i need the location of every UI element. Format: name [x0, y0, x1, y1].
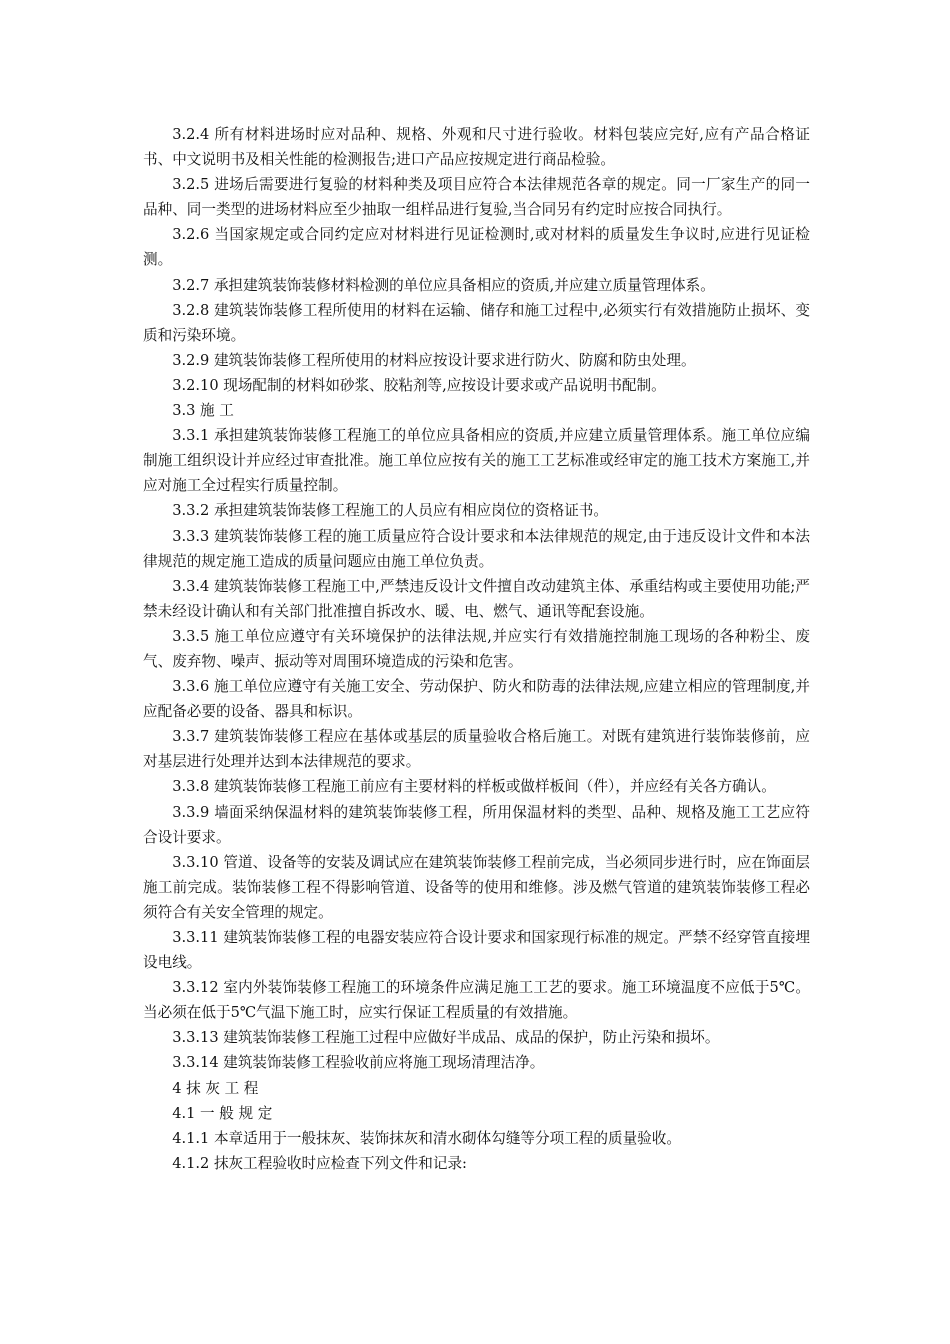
clause-3-3-3: 3.3.3 建筑装饰装修工程的施工质量应符合设计要求和本法律规范的规定,由于违反设计文件和本法律规范的规定施工造成的质量问题应由施工单位负责。 [143, 527, 810, 570]
section-heading-3-3: 3.3 施 工 [172, 402, 234, 420]
chapter-heading-4: 4 抹 灰 工 程 [172, 1079, 259, 1097]
clause-3-3-9: 3.3.9 墙面采纳保温材料的建筑装饰装修工程，所用保温材料的类型、品种、规格及施工工艺应符合设计要求。 [143, 803, 810, 846]
clause-3-3-13: 3.3.13 建筑装饰装修工程施工过程中应做好半成品、成品的保护，防止污染和损坏。 [172, 1029, 720, 1047]
clause-3-3-12: 3.3.12 室内外装饰装修工程施工的环境条件应满足施工工艺的要求。施工环境温度不应低于5℃。当必须在低于5℃气温下施工时，应实行保证工程质量的有效措施。 [143, 979, 810, 1022]
clause-4-1-1: 4.1.1 本章适用于一般抹灰、装饰抹灰和清水砌体勾缝等分项工程的质量验收。 [172, 1129, 681, 1147]
clause-3-3-5: 3.3.5 施工单位应遵守有关环境保护的法律法规,并应实行有效措施控制施工现场的各种粉尘、废气、废弃物、噪声、振动等对周围环境造成的污染和危害。 [143, 627, 810, 670]
clause-3-2-5: 3.2.5 进场后需要进行复验的材料种类及项目应符合本法律规范各章的规定。同一厂家生产的同一品种、同一类型的进场材料应至少抽取一组样品进行复验,当合同另有约定时应按合同执行。 [143, 176, 810, 219]
clause-3-3-11: 3.3.11 建筑装饰装修工程的电器安装应符合设计要求和国家现行标准的规定。严禁不经穿管直接埋设电线。 [143, 929, 810, 972]
clause-3-2-9: 3.2.9 建筑装饰装修工程所使用的材料应按设计要求进行防火、防腐和防虫处理。 [172, 351, 696, 369]
section-heading-4-1: 4.1 一 般 规 定 [172, 1104, 273, 1122]
clause-3-3-1: 3.3.1 承担建筑装饰装修工程施工的单位应具备相应的资质,并应建立质量管理体系。施工单位应编制施工组织设计并应经过审查批准。施工单位应按有关的施工工艺标准或经审定的施工技术方案施工,并应对施工全过程实行质量控制。 [143, 427, 810, 495]
clause-3-2-4: 3.2.4 所有材料进场时应对品种、规格、外观和尺寸进行验收。材料包装应完好,应有产品合格证书、中文说明书及相关性能的检测报告;进口产品应按规定进行商品检验。 [143, 126, 810, 169]
clause-3-3-7: 3.3.7 建筑装饰装修工程应在基体或基层的质量验收合格后施工。对既有建筑进行装饰装修前，应对基层进行处理并达到本法律规范的要求。 [143, 728, 810, 771]
clause-3-2-7: 3.2.7 承担建筑装饰装修材料检测的单位应具备相应的资质,并应建立质量管理体系。 [172, 276, 715, 294]
document-body [143, 122, 810, 1176]
clause-3-3-4: 3.3.4 建筑装饰装修工程施工中,严禁违反设计文件擅自改动建筑主体、承重结构或主要使用功能;严禁未经设计确认和有关部门批准擅自拆改水、暖、电、燃气、通讯等配套设施。 [143, 577, 810, 620]
clause-3-2-6: 3.2.6 当国家规定或合同约定应对材料进行见证检测时,或对材料的质量发生争议时,应进行见证检测。 [143, 226, 810, 269]
clause-4-1-2: 4.1.2 抹灰工程验收时应检查下列文件和记录: [172, 1154, 467, 1172]
clause-3-3-14: 3.3.14 建筑装饰装修工程验收前应将施工现场清理洁净。 [172, 1054, 545, 1072]
clause-3-3-8: 3.3.8 建筑装饰装修工程施工前应有主要材料的样板或做样板间（件），并应经有关各方确认。 [172, 778, 776, 796]
clause-3-3-10: 3.3.10 管道、设备等的安装及调试应在建筑装饰装修工程前完成，当必须同步进行时，应在饰面层施工前完成。装饰装修工程不得影响管道、设备等的使用和维修。涉及燃气管道的建筑装饰装修工程必须符合有关安全管理的规定。 [143, 853, 810, 921]
clause-3-3-2: 3.3.2 承担建筑装饰装修工程施工的人员应有相应岗位的资格证书。 [172, 502, 608, 520]
clause-3-2-10: 3.2.10 现场配制的材料如砂浆、胶粘剂等,应按设计要求或产品说明书配制。 [172, 376, 666, 394]
clause-3-3-6: 3.3.6 施工单位应遵守有关施工安全、劳动保护、防火和防毒的法律法规,应建立相应的管理制度,并应配备必要的设备、器具和标识。 [143, 678, 810, 721]
clause-3-2-8: 3.2.8 建筑装饰装修工程所使用的材料在运输、储存和施工过程中,必须实行有效措施防止损坏、变质和污染环境。 [143, 301, 810, 344]
